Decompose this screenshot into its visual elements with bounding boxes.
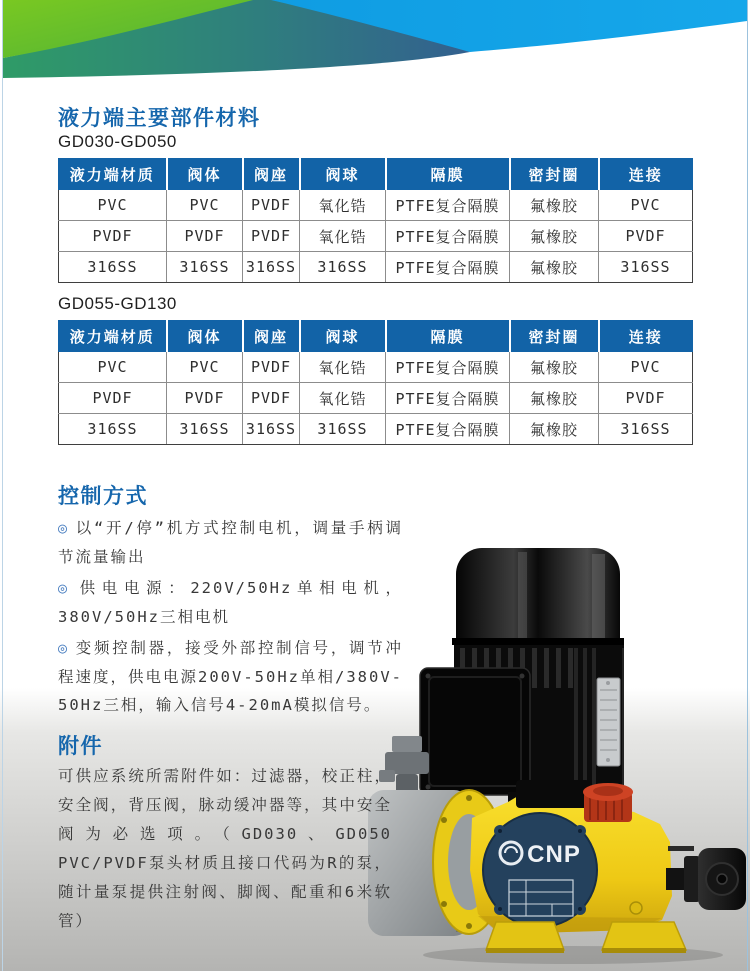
table-cell: 氧化锆 (300, 190, 386, 221)
table-cell: PVC (167, 190, 243, 221)
accessories-text: 可供应系统所需附件如：过滤器，校正柱，安全阀，背压阀，脉动缓冲器等，其中安全阀为必选项。（GD030、GD050 PVC/PVDF泵头材质且接口代码为R的泵，随计量泵提供注射阀、脚阀、配重和6米软管） (58, 767, 392, 930)
bullet-item (58, 514, 403, 571)
bullet-text: 以“开/停”机方式控制电机，调量手柄调节流量输出 (58, 519, 404, 566)
table-cell: PVDF (243, 383, 300, 414)
table-row (59, 383, 693, 414)
table-cell: 316SS (167, 414, 243, 445)
table-cell: PTFE复合隔膜 (386, 414, 510, 445)
table-row (59, 352, 693, 383)
table-cell: PTFE复合隔膜 (386, 190, 510, 221)
col-header: 液力端材质 (59, 159, 167, 190)
table-cell: 氧化锆 (300, 352, 386, 383)
table-cell: 氟橡胶 (510, 221, 599, 252)
header-banner (3, 0, 747, 95)
bullet-item (58, 574, 403, 631)
table-row (59, 414, 693, 445)
col-header: 阀座 (243, 321, 300, 352)
table-row (59, 252, 693, 283)
materials-table-gd030 (58, 158, 693, 283)
red-vent-cap (583, 783, 633, 822)
bullet-item (58, 634, 403, 720)
bullet-text: 供电电源：220V/50Hz单相电机，380V/50Hz三相电机 (58, 579, 403, 626)
pump-photo (368, 540, 750, 971)
col-header: 阀体 (167, 159, 243, 190)
bullet-text: 变频控制器，接受外部控制信号，调节冲程速度，供电电源200V-50Hz单相/380V-50Hz三相，输入信号4-20mA模拟信号。 (58, 639, 404, 714)
col-header: 阀球 (300, 159, 386, 190)
table-header-row (59, 321, 693, 352)
table-cell: PVDF (243, 352, 300, 383)
accessories-section-heading: 附件 (58, 735, 103, 758)
table-cell: PVC (59, 352, 167, 383)
table-cell: 氟橡胶 (510, 383, 599, 414)
col-header: 密封圈 (510, 159, 599, 190)
table-cell: PVDF (243, 221, 300, 252)
col-header: 密封圈 (510, 321, 599, 352)
table-cell: PTFE复合隔膜 (386, 383, 510, 414)
table-cell: PVDF (599, 221, 693, 252)
table-cell: 氟橡胶 (510, 352, 599, 383)
motor-junction-box (420, 668, 530, 795)
table-cell: PVC (599, 352, 693, 383)
table-cell: PTFE复合隔膜 (386, 221, 510, 252)
table-cell: PVDF (167, 383, 243, 414)
table-cell: 316SS (599, 252, 693, 283)
col-header: 液力端材质 (59, 321, 167, 352)
table-cell: 氧化锆 (300, 221, 386, 252)
table-cell: PVC (599, 190, 693, 221)
table-cell: 316SS (300, 414, 386, 445)
table-cell: 氟橡胶 (510, 252, 599, 283)
table-cell: PVC (59, 190, 167, 221)
table-cell: PVDF (59, 221, 167, 252)
col-header: 连接 (599, 159, 693, 190)
table-cell: 316SS (59, 252, 167, 283)
table-cell: 316SS (59, 414, 167, 445)
bullet-icon: ◎ (58, 579, 74, 597)
head-collar (516, 780, 590, 808)
table-row (59, 221, 693, 252)
col-header: 隔膜 (386, 321, 510, 352)
brand-text: CNP (527, 841, 581, 868)
materials-table-gd055 (58, 320, 693, 445)
table-cell: PVDF (59, 383, 167, 414)
col-header: 阀球 (300, 321, 386, 352)
table-row (59, 190, 693, 221)
stroke-knob (666, 846, 746, 910)
bullet-icon: ◎ (58, 519, 70, 537)
table-cell: 316SS (243, 414, 300, 445)
col-header: 连接 (599, 321, 693, 352)
col-header: 阀体 (167, 321, 243, 352)
table-cell: PVDF (243, 190, 300, 221)
motor-nameplate (597, 678, 620, 766)
table-cell: PVC (167, 352, 243, 383)
table-cell: 316SS (300, 252, 386, 283)
table-cell: PVDF (167, 221, 243, 252)
motor-cap (452, 548, 624, 645)
table-cell: 316SS (167, 252, 243, 283)
materials-section-title: 液力端主要部件材料 (58, 107, 261, 130)
col-header: 隔膜 (386, 159, 510, 190)
head-bolt (630, 902, 642, 914)
table-label-gd030: GD030-GD050 (58, 132, 177, 151)
table-header-row (59, 159, 693, 190)
table-label-gd055: GD055-GD130 (58, 294, 177, 313)
table-cell: 316SS (243, 252, 300, 283)
bullet-icon: ◎ (58, 639, 70, 657)
table-cell: 氟橡胶 (510, 190, 599, 221)
table-cell: PTFE复合隔膜 (386, 352, 510, 383)
control-bullet-list (58, 514, 403, 723)
table-cell: PTFE复合隔膜 (386, 252, 510, 283)
table-cell: 氧化锆 (300, 383, 386, 414)
table-cell: 氟橡胶 (510, 414, 599, 445)
control-section-heading: 控制方式 (58, 485, 148, 508)
col-header: 阀座 (243, 159, 300, 190)
table-cell: 316SS (599, 414, 693, 445)
brand-nameplate (483, 813, 597, 927)
table-cell: PVDF (599, 383, 693, 414)
